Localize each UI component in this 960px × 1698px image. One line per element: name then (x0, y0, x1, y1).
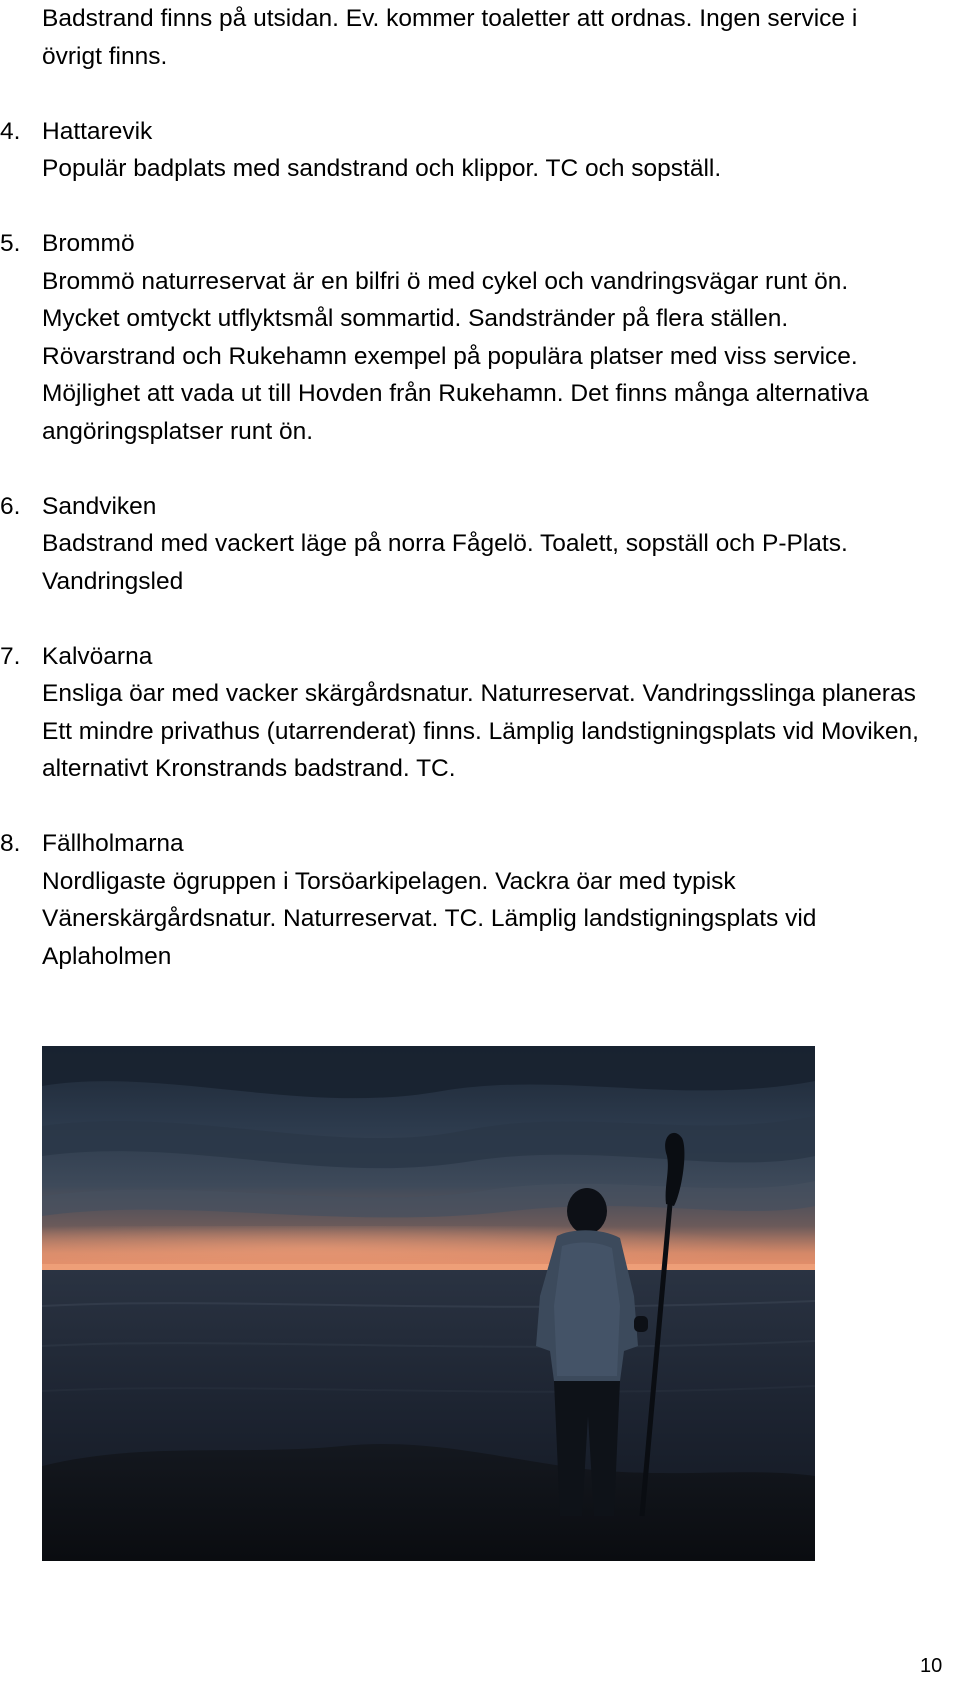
item-heading: Hattarevik (42, 117, 153, 145)
list-item (0, 225, 922, 450)
item-description: Ensliga öar med vacker skärgårdsnatur. Naturreservat. Vandringsslinga planeras Ett mindre privathus (utarrenderat) finns. Lämplig landstigningsplats vid Moviken, alternativt Kronstrands badstrand. TC. (42, 680, 919, 782)
item-heading: Sandviken (42, 492, 157, 520)
item-number: 5. (0, 230, 21, 257)
list-item (0, 825, 922, 975)
item-heading: Fällholmarna (42, 830, 184, 857)
photo-illustration (42, 1046, 815, 1561)
item-number: 7. (0, 642, 21, 670)
item-description: Brommö naturreservat är en bilfri ö med cykel och vandringsvägar runt ön. Mycket omtyckt utflyktsmål sommartid. Sandstränder på flera ställen. Rövarstrand och Rukehamn exempel på populära platser med viss service. Möjlighet att vada ut till Hovden från Rukehamn. Det finns många alternativa angöringsplatser runt ön. (42, 267, 869, 445)
list-item (0, 113, 922, 188)
item-heading: Brommö (42, 230, 135, 257)
item-description: Nordligaste ögruppen i Torsöarkipelagen. Vackra öar med typisk Vänerskärgårdsnatur. Naturreservat. TC. Lämplig landstigningsplats vid Aplaholmen (42, 867, 817, 970)
item-number: 8. (0, 830, 21, 857)
list-item (0, 638, 922, 788)
item-description: Populär badplats med sandstrand och klippor. TC och sopställ. (42, 155, 722, 182)
item-number: 4. (0, 117, 21, 145)
item-number: 6. (0, 492, 21, 520)
intro-paragraph: Badstrand finns på utsidan. Ev. kommer toaletter att ordnas. Ingen service i övrigt finns. (42, 5, 858, 70)
page-number: 10 (920, 1655, 943, 1677)
sunset-kayaker-photo (42, 1046, 815, 1561)
item-heading: Kalvöarna (42, 642, 153, 670)
list-item (0, 488, 922, 601)
item-description: Badstrand med vackert läge på norra Fågelö. Toalett, sopställ och P-Plats. Vandringsled (42, 530, 848, 595)
